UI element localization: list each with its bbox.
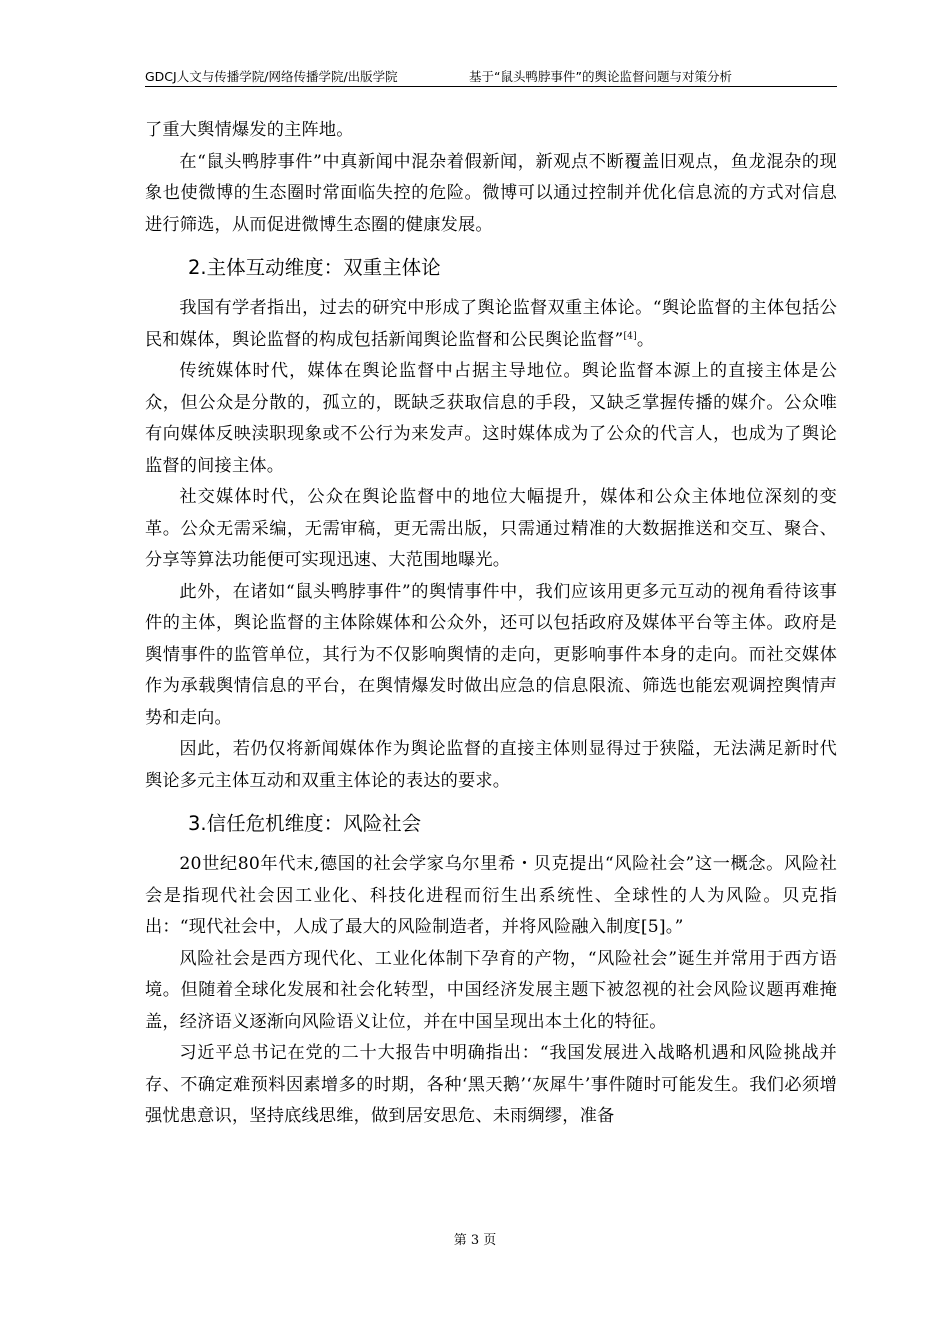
document-body [145,115,837,1133]
paragraph-dual-subject-end: 。 [636,329,655,350]
paragraph-risk-society-china: 风险社会是西方现代化、工业化体制下孕育的产物，“风险社会”诞生并常用于西方语境。但随着全球化发展和社会化转型，中国经济发展主题下被忽视的社会风险议题再难掩盖，经济语义逐渐向风险语义让位，并在中国呈现出本土化的特征。 [145,948,837,1032]
paragraph-risk-society-beck: 20世纪80年代末,德国的社会学家乌尔里希・贝克提出“风险社会”这一概念。风险社会是指现代社会因工业化、科技化进程而衍生出系统性、全球性的人为风险。贝克指出：“现代社会中，人成了最大的风险制造者，并将风险融入制度[5]。” [145,854,837,937]
paragraph-twentieth-congress: 习近平总书记在党的二十大报告中明确指出：“我国发展进入战略机遇和风险挑战并存、不确定难预料因素增多的时期，各种‘黑天鹅’‘灰犀牛’事件随时可能发生。我们必须增强忧患意识，坚持底线思维，做到居安思危、未雨绸缪，准备 [145,1043,837,1126]
page-header [145,68,837,87]
paragraph-dual-subject-text: 我国有学者指出，过去的研究中形成了舆论监督双重主体论。“舆论监督的主体包括公民和媒体，舆论监督的构成包括新闻舆论监督和公民舆论监督” [145,298,837,350]
paragraph-traditional-media: 传统媒体时代，媒体在舆论监督中占据主导地位。舆论监督本源上的直接主体是公众，但公众是分散的，孤立的，既缺乏获取信息的手段，又缺乏掌握传播的媒介。公众唯有向媒体反映渎职现象或不公行为来发声。这时媒体成为了公众的代言人，也成为了舆论监督的间接主体。 [145,361,837,476]
citation-4: [4] [623,330,637,341]
paragraph-continuation: 了重大舆情爆发的主阵地。 [145,120,354,140]
header-right-text: 基于“鼠头鸭脖事件”的舆论监督问题与对策分析 [469,69,732,84]
section-heading-trust-crisis: 3.信任危机维度：风险社会 [188,812,422,835]
paragraph-weibo-ecosystem: 在“鼠头鸭脖事件”中真新闻中混杂着假新闻，新观点不断覆盖旧观点，鱼龙混杂的现象也使微博的生态圈时常面临失控的危险。微博可以通过控制并优化信息流的方式对信息进行筛选，从而促进微博生态圈的健康发展。 [145,151,837,235]
page-number: 第 3 页 [453,1233,497,1248]
paragraph-multi-subject: 此外，在诸如“鼠头鸭脖事件”的舆情事件中，我们应该用更多元互动的视角看待该事件的主体，舆论监督的主体除媒体和公众外，还可以包括政府及媒体平台等主体。政府是舆情事件的监管单位，其行为不仅影响舆情的走向，更影响事件本身的走向。而社交媒体作为承载舆情信息的平台，在舆情爆发时做出应急的信息限流、筛选也能宏观调控舆情声势和走向。 [145,581,837,728]
header-left-text: GDCJ人文与传播学院/网络传播学院/出版学院 [145,69,398,84]
paragraph-conclusion: 因此，若仍仅将新闻媒体作为舆论监督的直接主体则显得过于狭隘，无法满足新时代舆论多元主体互动和双重主体论的表达的要求。 [145,739,837,791]
paragraph-dual-subject-theory [145,293,837,356]
paragraph-social-media: 社交媒体时代，公众在舆论监督中的地位大幅提升，媒体和公众主体地位深刻的变革。公众无需采编，无需审稿，更无需出版，只需通过精准的大数据推送和交互、聚合、分享等算法功能便可实现迅速、大范围地曝光。 [145,487,837,570]
section-heading-subject-interaction: 2.主体互动维度：双重主体论 [188,256,441,279]
